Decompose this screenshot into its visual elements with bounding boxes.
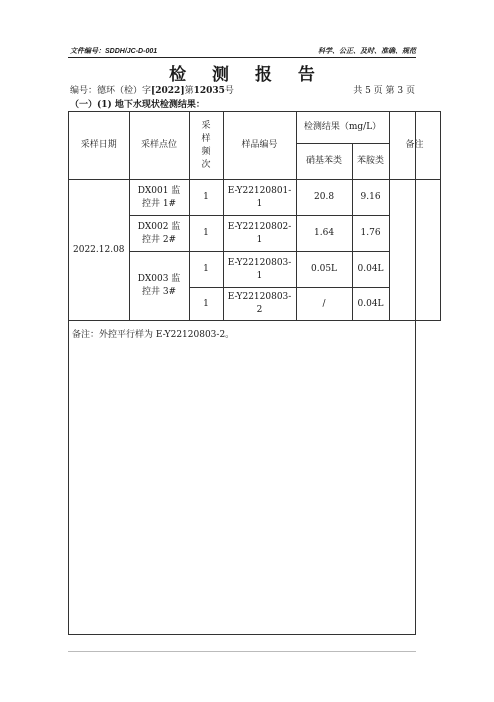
report-number-suffix: 号 [224,86,234,96]
nitrobenzene-cell: 0.05L [296,252,352,288]
aniline-cell: 9.16 [352,180,389,216]
report-number-mid: 第 [184,86,194,96]
report-number [70,83,234,96]
header-aniline: 苯胺类 [352,144,389,180]
frequency-cell: 1 [189,216,223,252]
header-sampling-date: 采样日期 [69,112,130,180]
report-number-year: [2022] [151,86,185,96]
frequency-cell: 1 [189,288,223,321]
sample-number-cell: E-Y22120802-1 [223,216,296,252]
site-cell: DX003 监控井 3# [129,252,189,321]
sample-number-cell: E-Y22120803-1 [223,252,296,288]
motto: 科学、公正、及时、准确、规范 [318,48,416,55]
sampling-date-cell: 2022.12.08 [69,180,130,321]
site-cell: DX002 监控井 2# [129,216,189,252]
sample-number-cell: E-Y22120803-2 [223,288,296,321]
header-nitrobenzene: 硝基苯类 [296,144,352,180]
frequency-cell: 1 [189,252,223,288]
header-sample-number: 样品编号 [223,112,296,180]
aniline-cell: 1.76 [352,216,389,252]
remark-cell [389,180,440,321]
header-rule [68,57,416,58]
header-row-1 [69,112,441,144]
nitrobenzene-cell: 20.8 [296,180,352,216]
nitrobenzene-cell: 1.64 [296,216,352,252]
section-title: （一）(1) 地下水现状检测结果： [70,100,205,110]
aniline-cell: 0.04L [352,288,389,321]
aniline-cell: 0.04L [352,252,389,288]
report-number-prefix: 编号：德环（检）字 [70,86,152,96]
footer-rule [68,651,416,652]
sample-number-cell: E-Y22120801-1 [223,180,296,216]
nitrobenzene-cell: / [296,288,352,321]
file-number: 文件编号：SDDH/JC-D-001 [70,48,158,55]
page-info: 共 5 页 第 3 页 [353,86,415,96]
header-sampling-frequency: 采样频次 [189,112,223,180]
header-remark: 备注 [389,112,440,180]
header-sampling-site: 采样点位 [129,112,189,180]
site-cell: DX001 监控井 1# [129,180,189,216]
page-title: 检 测 报 告 [169,65,325,85]
header-test-results: 检测结果（mg/L） [296,112,389,144]
footnote: 备注：外控平行样为 E-Y22120803-2。 [72,330,235,340]
table-row [69,180,441,216]
results-table [68,111,441,321]
frequency-cell: 1 [189,180,223,216]
report-number-value: 12035 [193,86,225,96]
